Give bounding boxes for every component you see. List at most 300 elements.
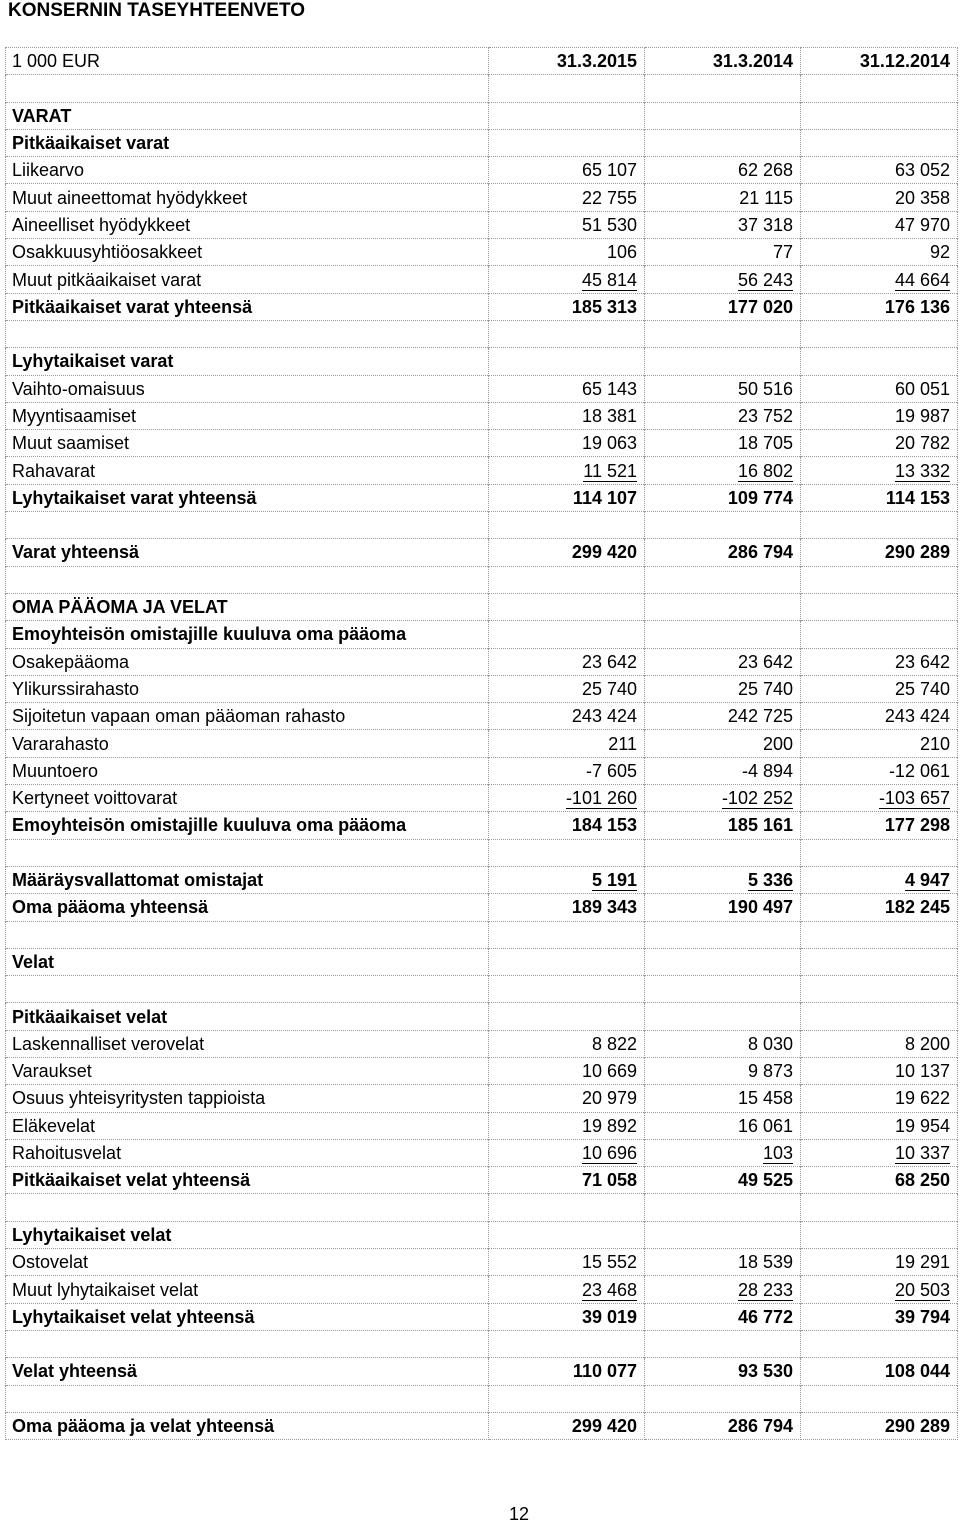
value-cell [801,402,958,429]
table-row [6,1385,958,1412]
value-cell [645,1412,801,1439]
value-cell [489,593,645,620]
cell-value: 20 503 [894,1279,950,1300]
cell-value: 10 337 [894,1143,950,1164]
cell-value: 177 020 [727,296,793,317]
cell-value: 49 525 [737,1170,793,1191]
table-row [6,1085,958,1112]
row-label: Eläkevelat [6,1112,489,1139]
cell-value: 19 291 [894,1252,950,1273]
value-cell [801,184,958,211]
table-row [6,75,958,102]
value-cell [801,457,958,484]
cell-value: -4 894 [741,760,793,781]
value-cell [645,866,801,893]
value-cell [489,293,645,320]
cell-value: 19 954 [894,1115,950,1136]
row-label: Emoyhteisön omistajille kuuluva oma pääoma [6,812,489,839]
cell-value: 23 752 [737,406,793,426]
row-label: Oma pääoma yhteensä [6,894,489,921]
cell-value: 39 794 [894,1306,950,1327]
value-cell [489,184,645,211]
cell-value: 18 539 [737,1252,793,1273]
value-cell [801,539,958,566]
cell-value: 242 725 [727,706,793,727]
cell-value: 109 774 [727,487,793,508]
row-label: Osuus yhteisyritysten tappioista [6,1085,489,1112]
page-number: 12 [508,1504,530,1524]
cell-value: 114 107 [572,487,637,508]
cell-value: 243 424 [571,706,637,727]
table-row [6,157,958,184]
table-row [6,402,958,429]
row-label: Liikearvo [6,157,489,184]
row-label: Laskennalliset verovelat [6,1030,489,1057]
row-label: Muut pitkäaikaiset varat [6,266,489,293]
cell-value: 13 332 [894,460,950,481]
cell-value: 37 318 [737,214,793,235]
row-label: Myyntisaamiset [6,402,489,429]
value-cell [645,1249,801,1276]
row-label: Vararahasto [6,730,489,757]
table-row [6,1167,958,1194]
table-row [6,812,958,839]
value-cell [489,484,645,511]
table-row [6,1276,958,1303]
value-cell [645,730,801,757]
value-cell [801,484,958,511]
cell-value: 19 892 [581,1115,637,1136]
value-cell [489,866,645,893]
value-cell [801,812,958,839]
table-row [6,1249,958,1276]
table-row [6,921,958,948]
row-label: Lyhytaikaiset velat [6,1221,489,1248]
column-header-2: 31.3.2014 [645,48,801,75]
value-cell [645,484,801,511]
row-label: Osakepääoma [6,648,489,675]
cell-value: 46 772 [737,1306,793,1327]
cell-value: 108 044 [884,1361,950,1382]
value-cell [801,1030,958,1057]
table-row [6,1194,958,1221]
cell-value: 103 [762,1143,793,1164]
value-cell [645,1085,801,1112]
row-label: Muut lyhytaikaiset velat [6,1276,489,1303]
value-cell [645,1194,801,1221]
row-label: Ostovelat [6,1249,489,1276]
cell-value: 18 705 [737,433,793,454]
cell-value: -12 061 [888,760,950,781]
row-label: Aineelliset hyödykkeet [6,211,489,238]
table-row [6,757,958,784]
value-cell [801,75,958,102]
row-label [6,566,489,593]
row-label [6,1194,489,1221]
cell-value: 5 191 [591,870,637,891]
value-cell [489,1358,645,1385]
value-cell [489,675,645,702]
value-cell [801,866,958,893]
cell-value: 93 530 [737,1361,793,1382]
value-cell [801,1330,958,1357]
cell-value: 25 740 [894,678,950,699]
cell-value: 47 970 [894,214,950,235]
row-label: Velat yhteensä [6,1358,489,1385]
cell-value: 190 497 [727,897,793,918]
cell-value: 62 268 [737,160,793,181]
cell-value: 25 740 [581,678,637,699]
report-title: KONSERNIN TASEYHTEENVETO [8,0,306,21]
value-cell [645,976,801,1003]
value-cell [801,512,958,539]
cell-value: 23 468 [581,1279,637,1300]
cell-value: -103 657 [878,788,950,809]
row-label: Pitkäaikaiset varat [6,129,489,156]
cell-value: 92 [929,242,950,263]
row-label: Rahoitusvelat [6,1139,489,1166]
value-cell [489,1249,645,1276]
table-row [6,1330,958,1357]
cell-value: 19 987 [894,406,950,426]
table-row [6,1412,958,1439]
value-cell [489,457,645,484]
cell-value: 10 669 [581,1061,637,1082]
cell-value: 185 313 [571,296,637,317]
value-cell [489,75,645,102]
cell-value: 5 336 [747,870,793,891]
value-cell [489,621,645,648]
value-cell [801,921,958,948]
row-label: Lyhytaikaiset varat yhteensä [6,484,489,511]
value-cell [645,1358,801,1385]
value-cell [645,948,801,975]
cell-value: 21 115 [739,187,793,208]
value-cell [489,703,645,730]
value-cell [489,266,645,293]
cell-value: 9 873 [747,1061,793,1082]
cell-value: 45 814 [581,269,637,290]
value-cell [645,293,801,320]
value-cell [489,976,645,1003]
value-cell [645,1303,801,1330]
cell-value: 19 622 [894,1088,950,1109]
row-label: Muut saamiset [6,430,489,457]
value-cell [801,1194,958,1221]
table-row [6,102,958,129]
value-cell [489,812,645,839]
value-cell [801,621,958,648]
row-label: Rahavarat [6,457,489,484]
value-cell [801,648,958,675]
cell-value: 299 420 [571,1415,637,1436]
table-row [6,730,958,757]
cell-value: 23 642 [737,651,793,672]
header-row [6,48,958,75]
value-cell [801,785,958,812]
table-row [6,320,958,347]
value-cell [801,1249,958,1276]
value-cell [645,157,801,184]
table-row [6,1112,958,1139]
value-cell [801,129,958,156]
table-row [6,675,958,702]
column-header-1: 31.3.2015 [489,48,645,75]
value-cell [489,402,645,429]
value-cell [645,375,801,402]
value-cell [489,102,645,129]
table-row [6,129,958,156]
cell-value: 25 740 [737,678,793,699]
value-cell [801,211,958,238]
value-cell [645,184,801,211]
cell-value: 299 420 [571,542,637,563]
cell-value: 23 642 [894,651,950,672]
value-cell [645,266,801,293]
value-cell [801,1358,958,1385]
table-row [6,703,958,730]
value-cell [645,1167,801,1194]
cell-value: 15 552 [581,1252,637,1273]
row-label [6,1330,489,1357]
value-cell [489,1139,645,1166]
row-label: Ylikurssirahasto [6,675,489,702]
cell-value: 63 052 [894,160,950,181]
table-row [6,1221,958,1248]
table-row [6,1139,958,1166]
value-cell [489,1330,645,1357]
row-label: Osakkuusyhtiöosakkeet [6,239,489,266]
row-label: Vaihto-omaisuus [6,375,489,402]
value-cell [645,1385,801,1412]
cell-value: 4 947 [904,870,950,891]
cell-value: -102 252 [721,788,793,809]
value-cell [645,430,801,457]
value-cell [645,1221,801,1248]
cell-value: 211 [608,733,637,754]
value-cell [645,566,801,593]
row-label: Lyhytaikaiset velat yhteensä [6,1303,489,1330]
row-label: Muuntoero [6,757,489,784]
row-label [6,976,489,1003]
cell-value: 185 161 [727,815,793,836]
value-cell [489,1276,645,1303]
value-cell [645,1330,801,1357]
cell-value: 23 642 [581,651,637,672]
table-row [6,866,958,893]
cell-value: 184 153 [571,815,637,836]
balance-sheet-table [5,47,958,1440]
value-cell [489,839,645,866]
row-label: Velat [6,948,489,975]
value-cell [489,1167,645,1194]
table-row [6,512,958,539]
value-cell [801,293,958,320]
cell-value: 19 063 [581,433,637,454]
value-cell [489,1194,645,1221]
row-label: Kertyneet voittovarat [6,785,489,812]
value-cell [489,1303,645,1330]
row-label: Määräysvallattomat omistajat [6,866,489,893]
row-label [6,320,489,347]
value-cell [489,348,645,375]
table-row [6,648,958,675]
value-cell [645,757,801,784]
value-cell [645,593,801,620]
value-cell [489,730,645,757]
value-cell [801,593,958,620]
cell-value: 8 822 [591,1033,637,1054]
cell-value: 65 143 [581,378,637,399]
value-cell [801,757,958,784]
table-row [6,293,958,320]
value-cell [801,348,958,375]
value-cell [489,1112,645,1139]
row-label: VARAT [6,102,489,129]
value-cell [801,1003,958,1030]
row-label [6,512,489,539]
cell-value: 20 358 [894,187,950,208]
value-cell [489,1412,645,1439]
cell-value: 51 530 [581,214,637,235]
table-row [6,839,958,866]
value-cell [801,320,958,347]
value-cell [801,1385,958,1412]
value-cell [489,648,645,675]
value-cell [645,921,801,948]
cell-value: 16 802 [737,460,793,481]
cell-value: 106 [606,242,637,263]
cell-value: 177 298 [884,815,950,836]
row-label [6,839,489,866]
value-cell [645,648,801,675]
value-cell [645,1112,801,1139]
value-cell [801,266,958,293]
table-row [6,239,958,266]
value-cell [645,129,801,156]
value-cell [645,1057,801,1084]
value-cell [645,812,801,839]
cell-value: 10 696 [581,1143,637,1164]
value-cell [801,1085,958,1112]
value-cell [645,457,801,484]
cell-value: 290 289 [884,542,950,563]
cell-value: 182 245 [884,897,950,918]
value-cell [489,921,645,948]
value-cell [645,75,801,102]
cell-value: 65 107 [581,160,637,181]
value-cell [801,430,958,457]
table-row [6,375,958,402]
value-cell [489,375,645,402]
value-cell [489,785,645,812]
value-cell [489,566,645,593]
cell-value: 28 233 [737,1279,793,1300]
cell-value: 200 [762,733,793,754]
table-row [6,1030,958,1057]
table-row [6,484,958,511]
column-header-3: 31.12.2014 [801,48,958,75]
row-label: Emoyhteisön omistajille kuuluva oma pääoma [6,621,489,648]
value-cell [645,402,801,429]
row-label: OMA PÄÄOMA JA VELAT [6,593,489,620]
value-cell [489,1030,645,1057]
row-label: Sijoitetun vapaan oman pääoman rahasto [6,703,489,730]
value-cell [489,1003,645,1030]
cell-value: 10 137 [894,1061,950,1082]
row-label [6,921,489,948]
cell-value: 243 424 [884,706,950,727]
balance-sheet-body [6,48,958,1440]
cell-value: 77 [772,242,793,263]
cell-value: 286 794 [727,542,793,563]
cell-value: 8 200 [904,1033,950,1054]
table-row [6,621,958,648]
row-label [6,1385,489,1412]
value-cell [489,1057,645,1084]
cell-value: 110 077 [572,1361,637,1382]
cell-value: 8 030 [747,1033,793,1054]
row-label: Muut aineettomat hyödykkeet [6,184,489,211]
row-label: Oma pääoma ja velat yhteensä [6,1412,489,1439]
value-cell [645,1139,801,1166]
value-cell [645,102,801,129]
value-cell [645,348,801,375]
cell-value: 56 243 [737,269,793,290]
value-cell [801,1139,958,1166]
cell-value: 290 289 [884,1415,950,1436]
table-row [6,457,958,484]
value-cell [801,102,958,129]
value-cell [801,948,958,975]
value-cell [801,1167,958,1194]
value-cell [489,129,645,156]
value-cell [801,1112,958,1139]
cell-value: 176 136 [884,296,950,317]
row-label: Pitkäaikaiset velat yhteensä [6,1167,489,1194]
value-cell [801,239,958,266]
value-cell [645,621,801,648]
cell-value: 60 051 [894,378,950,399]
value-cell [645,1030,801,1057]
value-cell [489,1221,645,1248]
table-row [6,1358,958,1385]
value-cell [489,512,645,539]
value-cell [645,839,801,866]
cell-value: 22 755 [581,187,637,208]
cell-value: 286 794 [727,1415,793,1436]
value-cell [801,1276,958,1303]
value-cell [645,894,801,921]
value-cell [801,1221,958,1248]
table-row [6,894,958,921]
value-cell [801,1303,958,1330]
row-label: Pitkäaikaiset velat [6,1003,489,1030]
value-cell [801,703,958,730]
value-cell [489,320,645,347]
value-cell [645,675,801,702]
row-label: Varaukset [6,1057,489,1084]
value-cell [645,539,801,566]
cell-value: 68 250 [894,1170,950,1191]
table-row [6,948,958,975]
cell-value: 189 343 [571,897,637,918]
value-cell [801,375,958,402]
value-cell [489,157,645,184]
row-label: Varat yhteensä [6,539,489,566]
value-cell [645,320,801,347]
table-row [6,593,958,620]
